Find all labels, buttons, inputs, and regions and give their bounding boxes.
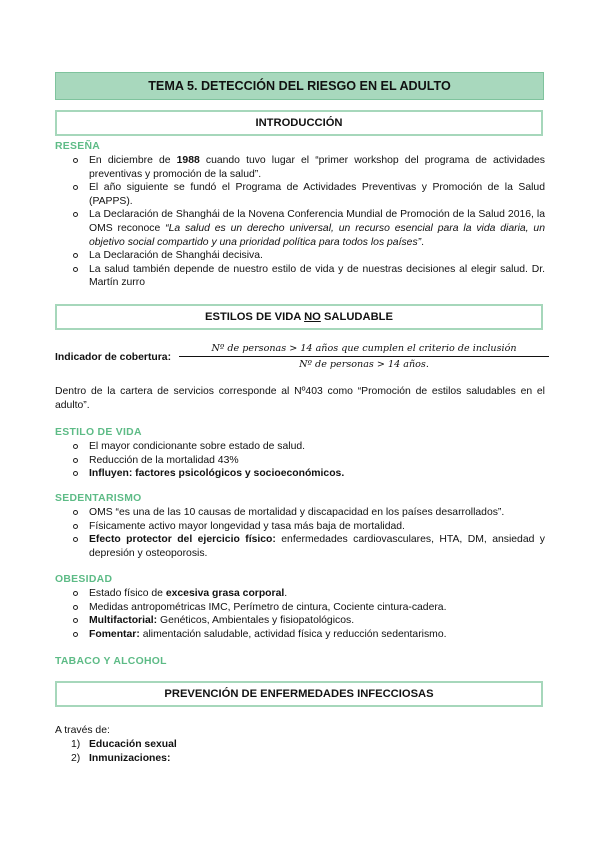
page-title: TEMA 5. DETECCIÓN DEL RIESGO EN EL ADULTO	[55, 72, 544, 100]
fraction-denominator: Nº de personas > 14 años.	[299, 359, 429, 370]
list-item: El mayor condicionante sobre estado de salud.	[55, 440, 545, 454]
list-item: Multifactorial: Genéticos, Ambientales y fisiopatológicos.	[55, 614, 545, 628]
list-item: 1) Educación sexual	[71, 739, 177, 750]
resena-list	[55, 154, 545, 290]
list-item: Físicamente activo mayor longevidad y tasa más baja de mortalidad.	[55, 520, 545, 534]
list-item: Efecto protector del ejercicio físico: enfermedades cardiovasculares, HTA, DM, ansiedad y depresión y osteoporosis.	[55, 533, 545, 560]
list-item: Estado físico de excesiva grasa corporal.	[55, 587, 545, 601]
list-item: La Declaración de Shanghái de la Novena Conferencia Mundial de Promoción de la Salud 2016, la OMS reconoce “La salud es un derecho universal, un recurso esencial para la vida diaria, un objetivo social compartido y una prioridad política para todos los países”.	[55, 208, 545, 249]
subheading-resena: RESEÑA	[55, 141, 101, 152]
coverage-fraction	[179, 342, 549, 371]
subheading-obesidad: OBESIDAD	[55, 574, 113, 585]
indicador-cobertura	[55, 342, 545, 374]
subheading-sedentarismo: SEDENTARISMO	[55, 493, 142, 504]
estilo-vida-list	[55, 440, 545, 481]
list-item: Fomentar: alimentación saludable, actividad física y reducción sedentarismo.	[55, 628, 545, 642]
cartera-paragraph: Dentro de la cartera de servicios corresponde al Nº403 como “Promoción de estilos saludables en el adulto”.	[55, 386, 545, 411]
list-item: La salud también depende de nuestro estilo de vida y de nuestras decisiones al elegir salud. Dr. Martín zurro	[55, 263, 545, 290]
section-heading-estilos-no-saludable: ESTILOS DE VIDA NO SALUDABLE	[55, 304, 543, 330]
list-item: OMS “es una de las 10 causas de mortalidad y discapacidad en los países desarrollados”.	[55, 506, 545, 520]
prevencion-intro: A través de:	[55, 725, 110, 736]
list-item: Influyen: factores psicológicos y socioeconómicos.	[55, 467, 545, 481]
section-heading-prevencion: PREVENCIÓN DE ENFERMEDADES INFECCIOSAS	[55, 681, 543, 707]
fraction-numerator: Nº de personas > 14 años que cumplen el criterio de inclusión	[179, 342, 549, 357]
obesidad-list	[55, 587, 545, 641]
subheading-estilo-de-vida: ESTILO DE VIDA	[55, 427, 142, 438]
list-item: Medidas antropométricas IMC, Perímetro de cintura, Cociente cintura-cadera.	[55, 601, 545, 615]
subheading-tabaco-alcohol: TABACO Y ALCOHOL	[55, 656, 167, 667]
list-item: En diciembre de 1988 cuando tuvo lugar el “primer workshop del programa de actividades preventivas y promoción de la salud”.	[55, 154, 545, 181]
section-heading-introduccion: INTRODUCCIÓN	[55, 110, 543, 136]
sedentarismo-list	[55, 506, 545, 560]
list-item: El año siguiente se fundó el Programa de Actividades Preventivas y Promoción de la Salud (PAPPS).	[55, 181, 545, 208]
indicador-label: Indicador de cobertura:	[55, 352, 172, 363]
list-item: Reducción de la mortalidad 43%	[55, 454, 545, 468]
list-item: 2) Inmunizaciones:	[71, 752, 171, 764]
prevencion-list	[55, 738, 177, 765]
list-item: La Declaración de Shanghái decisiva.	[55, 249, 545, 263]
